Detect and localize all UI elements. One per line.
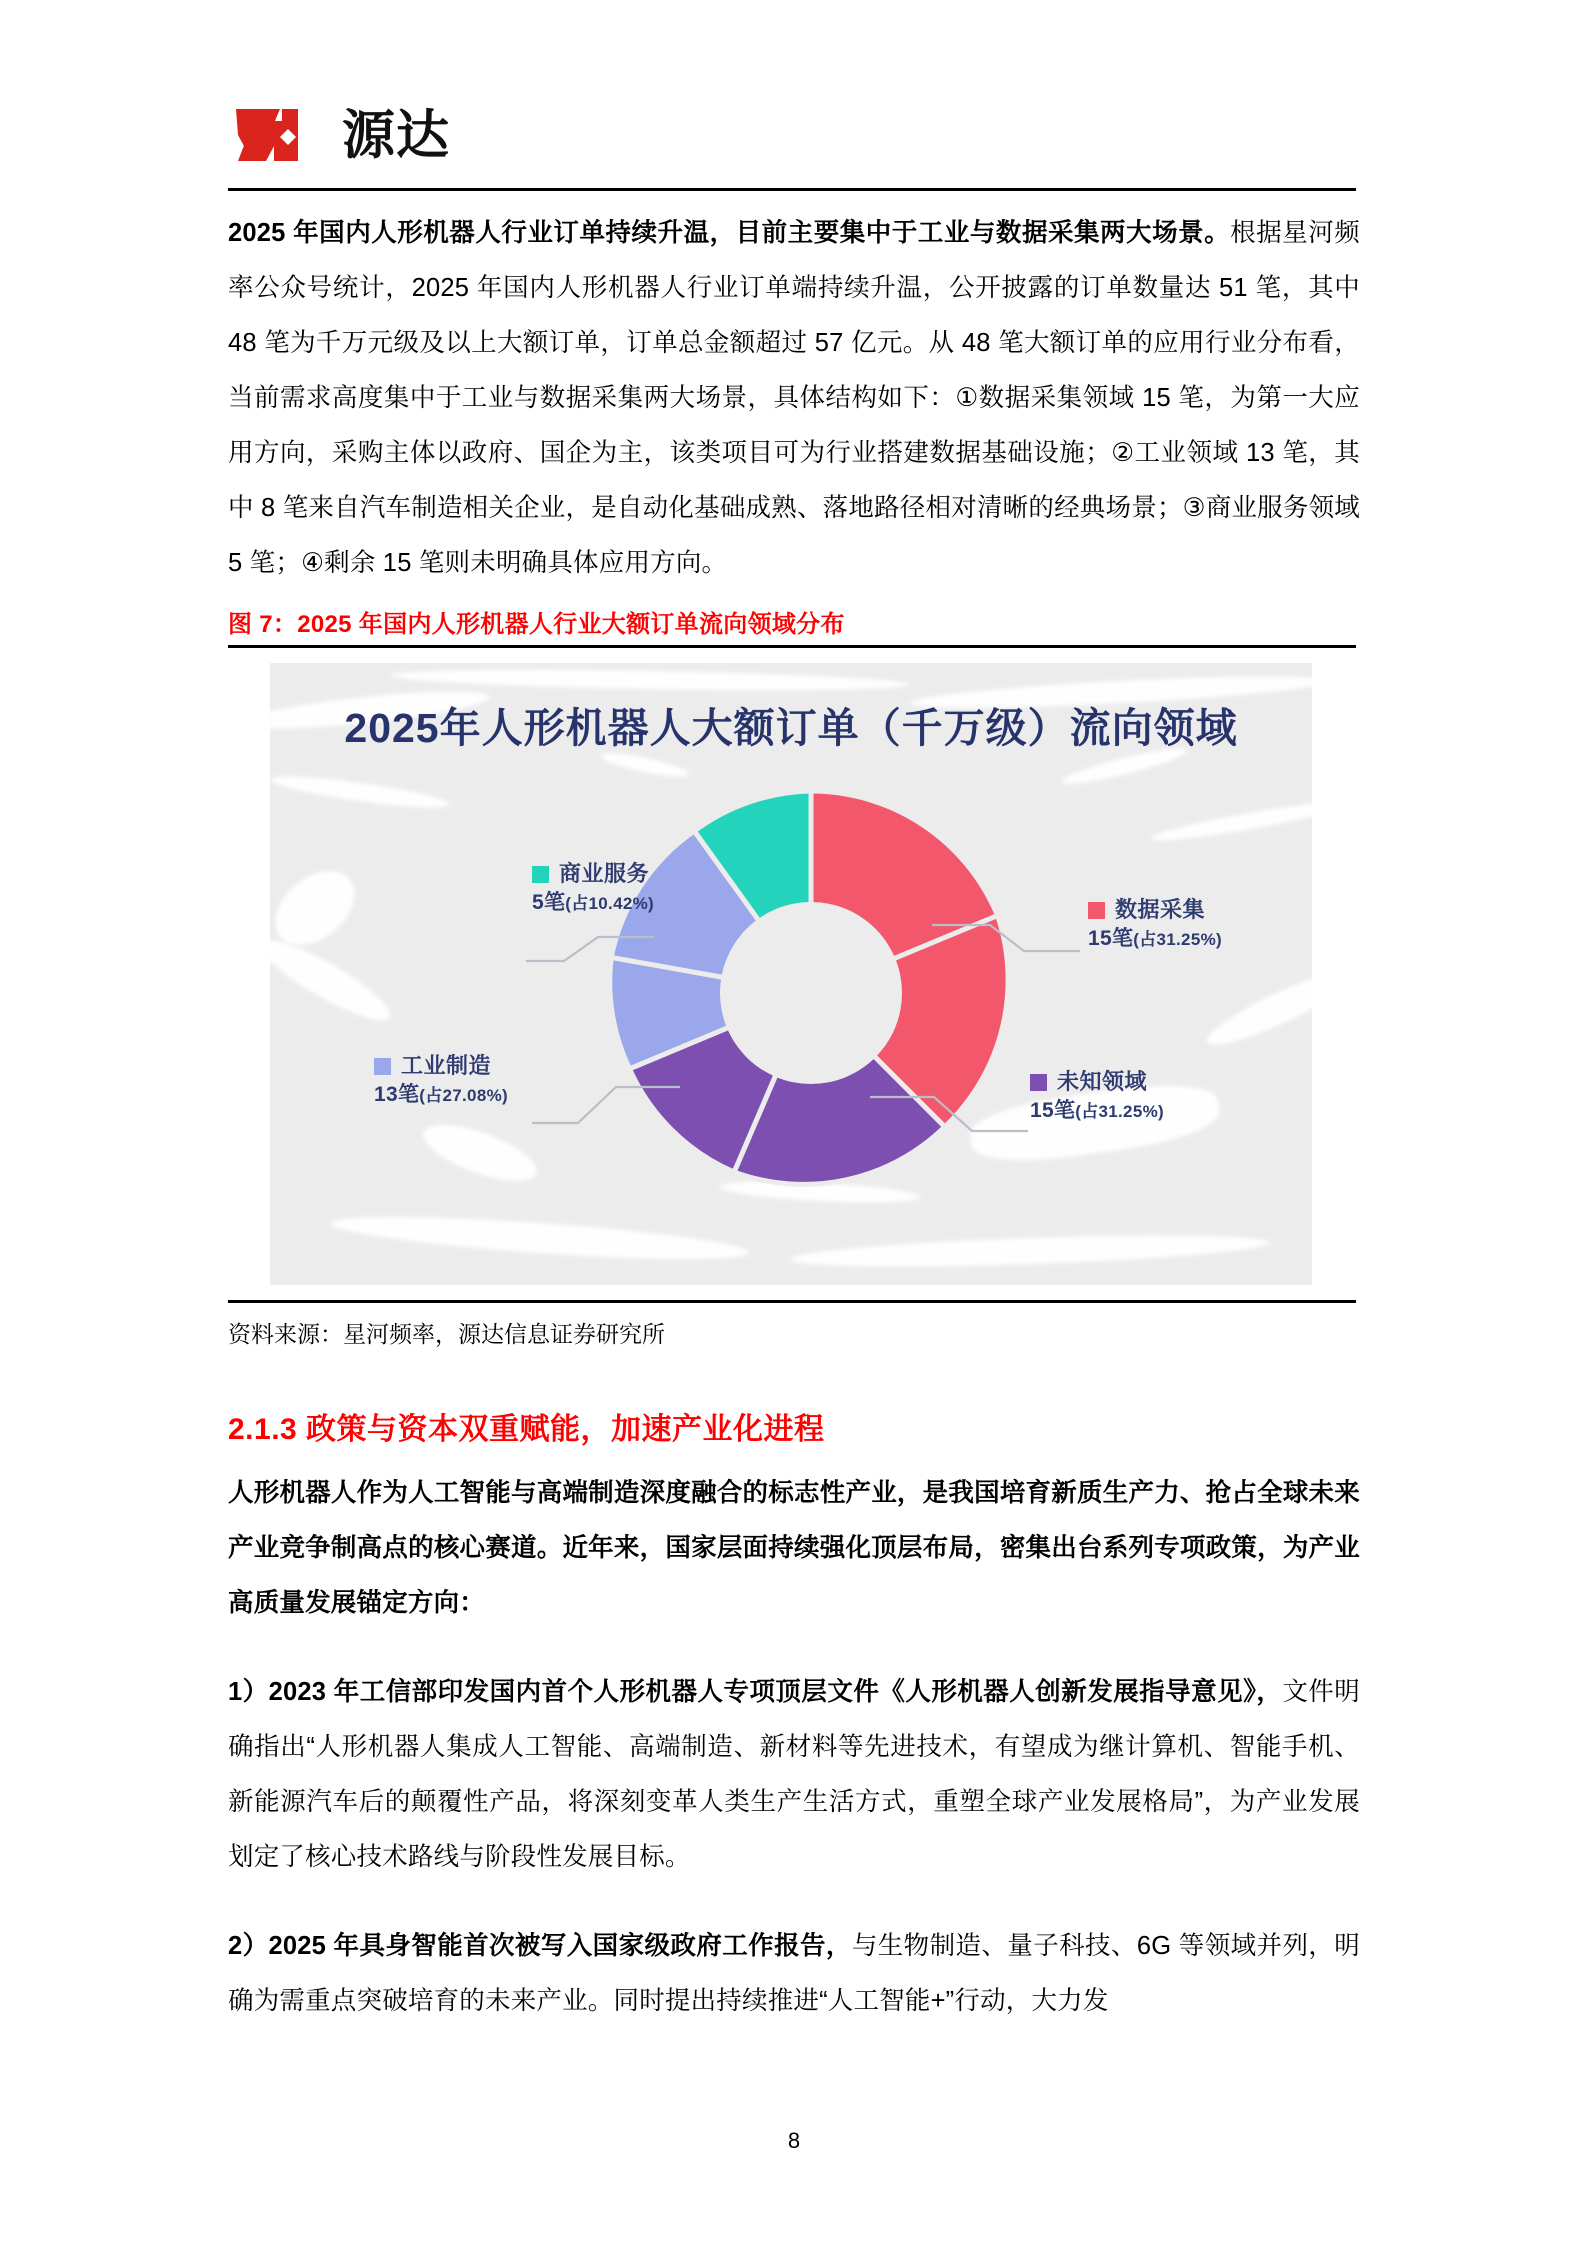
- pie-label-commercial-value: 5笔: [532, 891, 566, 915]
- pie-label-unknown: [1030, 1067, 1164, 1126]
- legend-swatch-data-collection: [1088, 902, 1105, 919]
- brand-name: 源达: [342, 105, 450, 165]
- page-header: [0, 0, 1588, 200]
- leader-line-unknown: [870, 1093, 1030, 1135]
- yd-logo-mark-icon: [236, 107, 328, 163]
- paragraph-orders-rest: 根据星河频率公众号统计，2025 年国内人形机器人行业订单端持续升温，公开披露的订单数量达 51 笔，其中 48 笔为千万元级及以上大额订单，订单总金额超过 57 亿元。从 48 笔大额订单的应用行业分布看，当前需求高度集中于工业与数据采集两大场景，具体结构如下：①数据采集领域 15 笔，为第一大应用方向，采购主体以政府、国企为主，该类项目可为行业搭建数据基础设施；②工业领域 13 笔，其中 8 笔来自汽车制造相关企业，是自动化基础成熟、落地路径相对清晰的经典场景；③商业服务领域 5 笔；④剩余 15 笔则未明确具体应用方向。: [228, 219, 1360, 577]
- pie-label-data-collection: [1088, 895, 1222, 954]
- leader-line-data-collection: [932, 921, 1082, 955]
- figure-source: 资料来源：星河频率，源达信息证券研究所: [228, 1321, 665, 1347]
- legend-swatch-unknown: [1030, 1074, 1047, 1091]
- leader-line-commercial: [526, 935, 656, 963]
- paragraph-policy-item-1: [228, 1665, 1360, 1885]
- pie-label-industrial: [374, 1051, 508, 1110]
- figure-bottom-rule: [228, 1300, 1356, 1303]
- paragraph-orders-lead: 2025 年国内人形机器人行业订单持续升温，目前主要集中于工业与数据采集两大场景。: [228, 219, 1231, 247]
- chart-title: 2025年人形机器人大额订单（千万级）流向领域: [344, 705, 1238, 751]
- pie-label-commercial-percent: (占10.42%): [565, 894, 654, 914]
- paragraph-orders: [228, 206, 1360, 591]
- legend-swatch-industrial: [374, 1058, 391, 1075]
- pie-label-data-collection-value: 15笔: [1088, 927, 1134, 951]
- scan-smudge: [1201, 961, 1312, 1056]
- donut-center-hole: [720, 902, 902, 1084]
- legend-swatch-commercial: [532, 866, 549, 883]
- paragraph-policy-item-2: [228, 1919, 1360, 2029]
- policy-item-1-lead: 1）2023 年工信部印发国内首个人形机器人专项顶层文件《人形机器人创新发展指导意见》，: [228, 1678, 1283, 1706]
- chart-image: [270, 663, 1312, 1285]
- figure-container: [228, 648, 1356, 1300]
- brand-logo: [236, 104, 450, 166]
- policy-item-2-rest: 与生物制造、量子科技、6G 等领域并列，明确为需重点突破培育的未来产业。同时提出持续推进“人工智能+”行动，大力发: [228, 1932, 1360, 2015]
- pie-label-data-collection-name: 数据采集: [1115, 897, 1206, 922]
- scan-smudge: [790, 1230, 1271, 1273]
- section-heading: 2.1.3 政策与资本双重赋能，加速产业化进程: [228, 1413, 825, 1446]
- pie-label-commercial-name: 商业服务: [559, 861, 650, 886]
- scan-smudge: [329, 1208, 750, 1267]
- section-text-block: [228, 1466, 1360, 2029]
- figure-caption: 图 7：2025 年国内人形机器人行业大额订单流向领域分布: [228, 611, 845, 638]
- pie-label-unknown-value: 15笔: [1030, 1099, 1076, 1123]
- policy-item-1-rest: 文件明确指出“人形机器人集成人工智能、高端制造、新材料等先进技术，有望成为继计算机、智能手机、新能源汽车后的颠覆性产品，将深刻变革人类生产生活方式，重塑全球产业发展格局”，为产业发展划定了核心技术路线与阶段性发展目标。: [228, 1678, 1360, 1871]
- main-text-block: [228, 196, 1360, 591]
- pie-label-industrial-name: 工业制造: [401, 1053, 492, 1078]
- pie-label-commercial: [532, 859, 654, 918]
- scan-smudge: [417, 1114, 543, 1193]
- header-divider: [228, 188, 1356, 191]
- scan-smudge: [270, 771, 450, 814]
- leader-line-industrial: [532, 1083, 682, 1127]
- pie-label-data-collection-percent: (占31.25%): [1133, 930, 1222, 950]
- pie-label-unknown-name: 未知领域: [1057, 1069, 1148, 1094]
- pie-label-industrial-value: 13笔: [374, 1083, 420, 1107]
- scan-smudge: [1150, 796, 1312, 846]
- donut-chart: [601, 783, 1021, 1203]
- pie-label-industrial-percent: (占27.08%): [419, 1086, 508, 1106]
- pie-label-unknown-percent: (占31.25%): [1075, 1102, 1164, 1122]
- paragraph-policy-intro: 人形机器人作为人工智能与高端制造深度融合的标志性产业，是我国培育新质生产力、抢占全球未来产业竞争制高点的核心赛道。近年来，国家层面持续强化顶层布局，密集出台系列专项政策，为产业高质量发展锚定方向：: [228, 1479, 1360, 1617]
- page-number: 8: [787, 2128, 801, 2153]
- policy-item-2-lead: 2）2025 年具身智能首次被写入国家级政府工作报告，: [228, 1932, 852, 1960]
- scan-smudge: [390, 666, 910, 693]
